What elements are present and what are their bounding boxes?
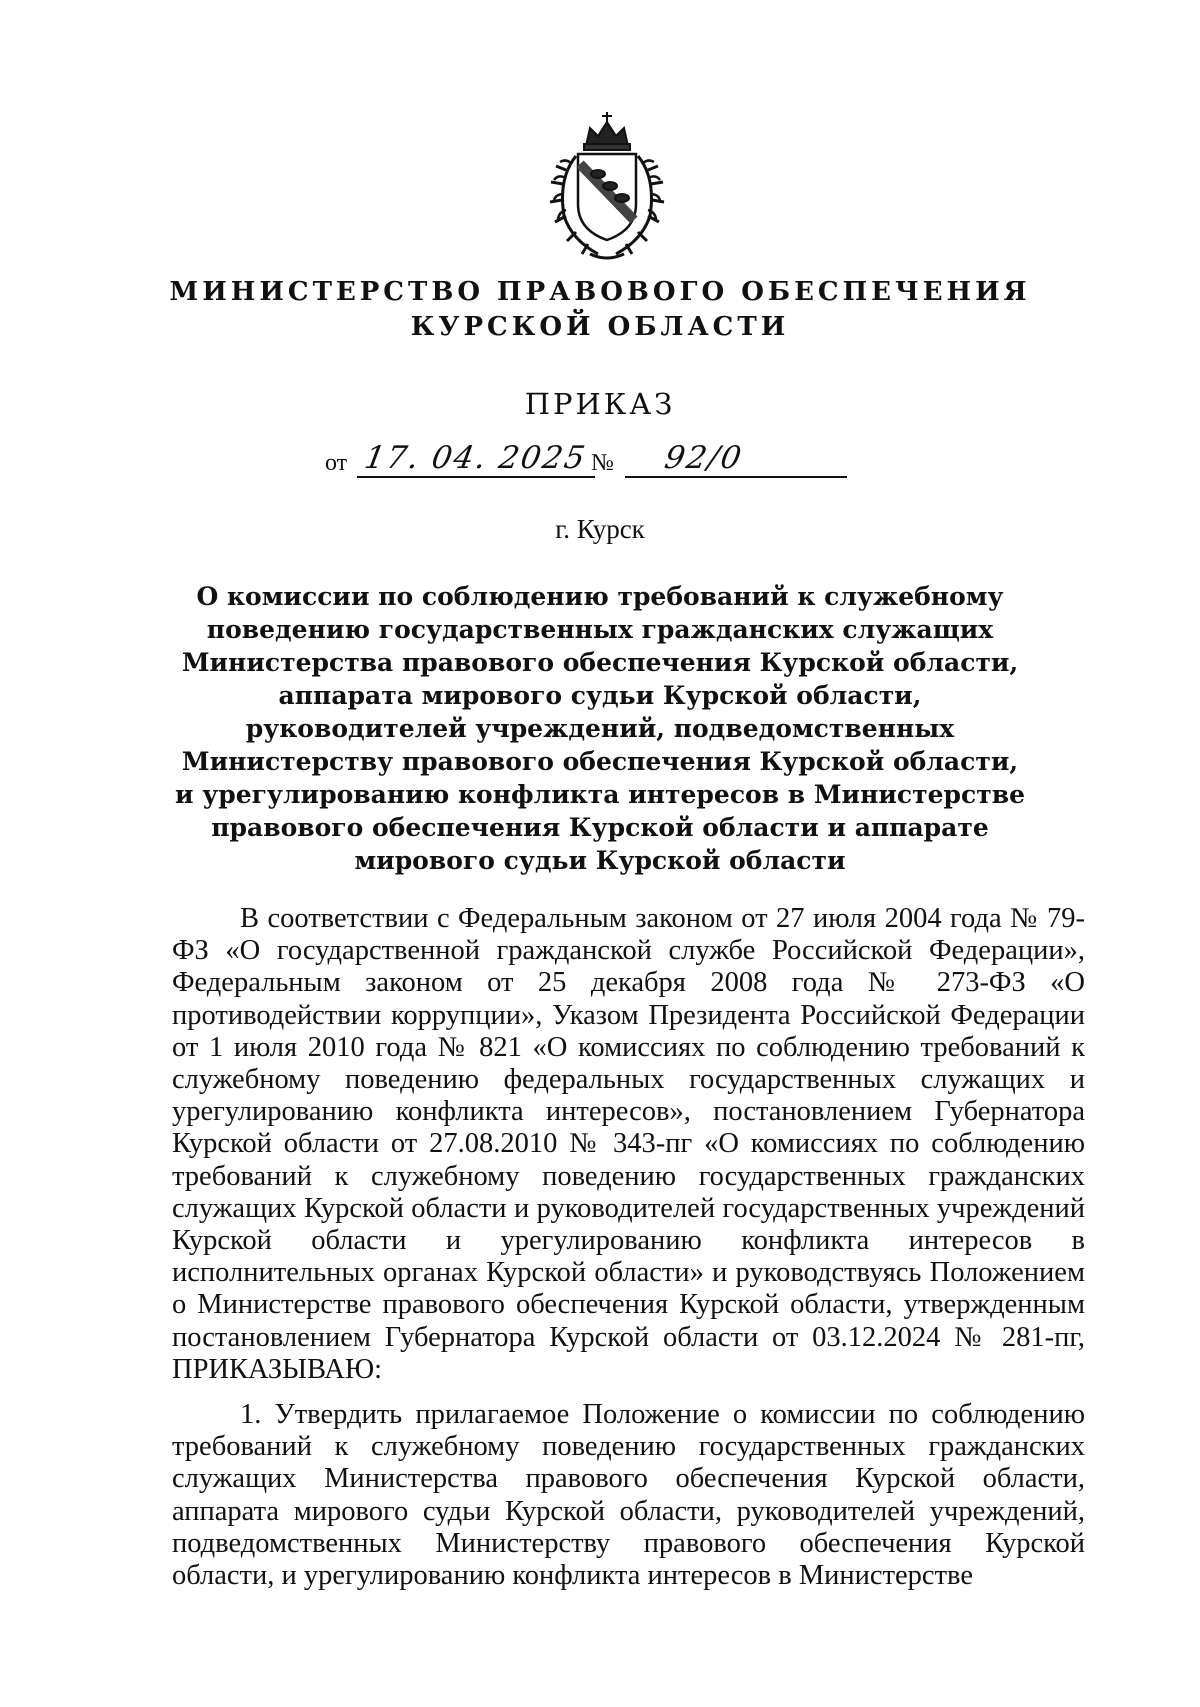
document-type: ПРИКАЗ — [524, 387, 676, 421]
date-label: от — [325, 450, 348, 476]
number-underline — [625, 476, 847, 478]
body-paragraph-preamble: В соответствии с Федеральным законом от 27 июля 2004 года № 79-ФЗ «О государственной гражданской службе Российской Федерации», Федеральным законом от 25 декабря 2008 года № 273-ФЗ «О противодействии коррупции», Указом Президента Российской Федерации от 1 июля 2010 года № 821 «О комиссиях по соблюдению требований к служебному поведению федеральных государственных служащих и урегулированию конфликта интересов», постановлением Губернатора Курской области от 27.08.2010 № 343-пг «О комиссиях по соблюдению требований к служебному поведению государственных гражданских служащих Курской области и руководителей государственных учреждений Курской области и урегулированию конфликта интересов в исполнительных органах Курской области» и руководствуясь Положением о Министерстве правового обеспечения Курской области, утвержденным постановлением Губернатора Курской области от 03.12.2024 № 281-пг, ПРИКАЗЫВАЮ: — [172, 903, 1085, 1385]
city-name: г. Курск — [555, 514, 645, 544]
date-underline — [357, 476, 595, 478]
date-number-line — [325, 440, 925, 486]
document-title: О комиссии по соблюдению требований к служебному поведению государственных гражданских служащих Министерства правового обеспечения Курской области, аппарата мирового судьи Курской области, руководителей учреждений, подведомственных Министерству правового обеспечения Курской области, и урегулированию конфликта интересов в Министерстве правового обеспечения Курской области и аппарате мирового судьи Курской области — [174, 582, 1026, 875]
handwritten-date: 17. 04. 2025 — [361, 440, 590, 476]
ministry-name-line1: МИНИСТЕРСТВО ПРАВОВОГО ОБЕСПЕЧЕНИЯ — [169, 277, 1031, 307]
coat-of-arms-emblem — [536, 108, 678, 263]
number-label: № — [591, 450, 614, 476]
body-paragraph-item-1: 1. Утвердить прилагаемое Положение о комиссии по соблюдению требований к служебному поведению государственных гражданских служащих Министерства правового обеспечения Курской области, аппарата мирового судьи Курской области, руководителей учреждений, подведомственных Министерству правового обеспечения Курской области, и урегулированию конфликта интересов в Министерстве — [172, 1399, 1085, 1592]
handwritten-number: 92/0 — [661, 440, 746, 476]
ministry-name-line2: КУРСКОЙ ОБЛАСТИ — [410, 312, 790, 342]
